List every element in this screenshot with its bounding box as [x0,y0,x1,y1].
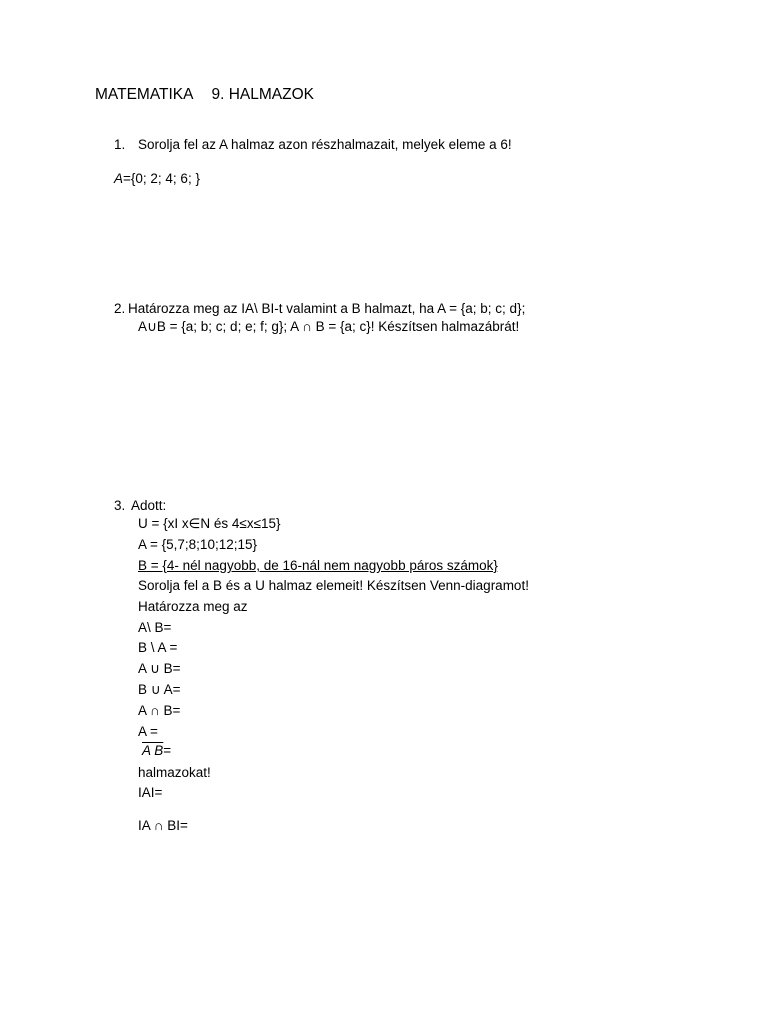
task-3-a-set: A = {5,7;8;10;12;15} [138,537,257,552]
page-title [95,86,314,104]
task-3-number: 3. [114,498,126,513]
topic-title: 9. HALMAZOK [211,86,314,103]
complement-overline-sets: A B [142,743,164,758]
task-3-instruction: Sorolja fel a B és a U halmaz elemeit! Készítsen Venn-diagramot! [138,578,529,593]
task-1-set [114,171,200,186]
task-2-line-2: A∪B = {a; b; c; d; e; f; g}; A ∩ B = {a; c}! Készítsen halmazábrát! [138,319,520,334]
task-1-number: 1. [114,137,126,152]
task-3-b-set: B = {4- nél nagyobb, de 16-nál nem nagyobb páros számok} [138,558,498,573]
expr-complement [142,743,171,758]
task-2-number: 2. [114,301,126,316]
task-1-set-name: A [114,171,124,186]
task-1-prompt: Sorolja fel az A halmaz azon részhalmazait, melyek eleme a 6! [138,137,512,152]
complement-suffix: = [163,743,172,758]
expr-a-intersect-b: A ∩ B= [138,703,181,718]
subject-title: MATEMATIKA [95,86,194,103]
cardinality-a: IAI= [138,785,163,800]
task-1-set-value: ={0; 2; 4; 6; } [123,171,200,186]
expr-b-minus-a: B \ A = [138,640,178,655]
expr-b-union-a: B ∪ A= [138,682,181,697]
task-3-u-set: U = {xI x∈N és 4≤x≤15} [138,516,281,531]
task-3-title: Adott: [131,498,167,513]
expr-a-equals: A = [138,724,158,739]
expr-a-union-b: A ∪ B= [138,661,181,676]
expr-a-minus-b: A\ B= [138,620,172,635]
task-2-line-1: Határozza meg az IA\ BI-t valamint a B halmazt, ha A = {a; b; c; d}; [128,301,526,316]
task-3-closing: halmazokat! [138,765,211,780]
task-3-determine: Határozza meg az [138,599,248,614]
cardinality-intersection: IA ∩ BI= [138,818,188,833]
